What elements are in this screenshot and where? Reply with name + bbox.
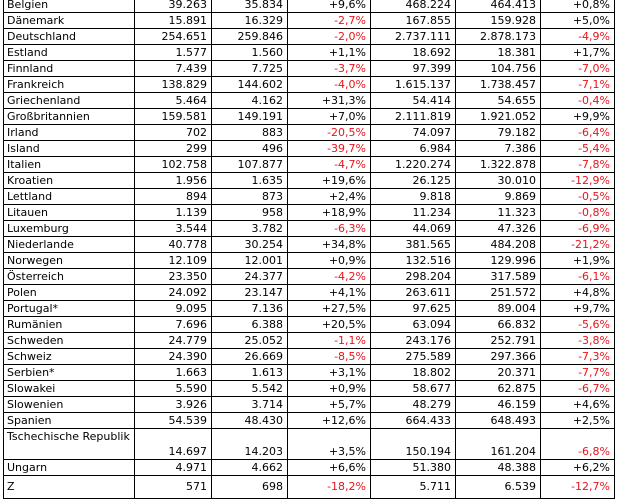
value-cell: 7.386	[456, 141, 541, 157]
value-cell: 1.220.274	[371, 157, 456, 173]
value-cell: 298.204	[371, 269, 456, 285]
value-cell: 150.194	[371, 429, 456, 460]
country-cell: Estland	[4, 45, 135, 61]
table-row	[4, 285, 615, 301]
country-cell: Rumänien	[4, 317, 135, 333]
percent-change-cell: +9,7%	[541, 301, 615, 317]
country-cell: Schweden	[4, 333, 135, 349]
country-cell: Österreich	[4, 269, 135, 285]
value-cell: 54.414	[371, 93, 456, 109]
value-cell: 24.779	[135, 333, 212, 349]
value-cell: 66.832	[456, 317, 541, 333]
percent-change-cell: -3,8%	[541, 333, 615, 349]
value-cell: 24.092	[135, 285, 212, 301]
value-cell: 3.926	[135, 397, 212, 413]
percent-change-cell: -4,7%	[288, 157, 371, 173]
percent-change-cell: +0,9%	[288, 253, 371, 269]
registration-table	[3, 0, 615, 499]
value-cell: 1.322.878	[456, 157, 541, 173]
value-cell: 4.162	[212, 93, 288, 109]
percent-change-cell: -12,9%	[541, 173, 615, 189]
country-cell: Niederlande	[4, 237, 135, 253]
percent-change-cell: +7,0%	[288, 109, 371, 125]
value-cell: 297.366	[456, 349, 541, 365]
value-cell: 5.542	[212, 381, 288, 397]
percent-change-cell: -18,2%	[288, 476, 371, 499]
percent-change-cell: +20,5%	[288, 317, 371, 333]
percent-change-cell: +2,5%	[541, 413, 615, 429]
country-cell: Belgien	[4, 0, 135, 13]
value-cell: 6.539	[456, 476, 541, 499]
country-cell: Slowakei	[4, 381, 135, 397]
value-cell: 243.176	[371, 333, 456, 349]
table-row	[4, 13, 615, 29]
percent-change-cell: -7,1%	[541, 77, 615, 93]
value-cell: 484.208	[456, 237, 541, 253]
percent-change-cell: -39,7%	[288, 141, 371, 157]
value-cell: 12.001	[212, 253, 288, 269]
table-row	[4, 61, 615, 77]
value-cell: 5.590	[135, 381, 212, 397]
value-cell: 1.139	[135, 205, 212, 221]
table-row	[4, 237, 615, 253]
percent-change-cell: -4,2%	[288, 269, 371, 285]
value-cell: 468.224	[371, 0, 456, 13]
percent-change-cell: -7,8%	[541, 157, 615, 173]
value-cell: 7.696	[135, 317, 212, 333]
value-cell: 35.834	[212, 0, 288, 13]
percent-change-cell: +3,1%	[288, 365, 371, 381]
percent-change-cell: -5,4%	[541, 141, 615, 157]
value-cell: 9.818	[371, 189, 456, 205]
value-cell: 1.613	[212, 365, 288, 381]
country-cell: Lettland	[4, 189, 135, 205]
value-cell: 48.388	[456, 460, 541, 476]
value-cell: 39.263	[135, 0, 212, 13]
table-row	[4, 397, 615, 413]
table-row	[4, 93, 615, 109]
value-cell: 20.371	[456, 365, 541, 381]
percent-change-cell: -7,0%	[541, 61, 615, 77]
value-cell: 62.875	[456, 381, 541, 397]
percent-change-cell: -6,1%	[541, 269, 615, 285]
country-cell: Deutschland	[4, 29, 135, 45]
table-row	[4, 365, 615, 381]
percent-change-cell: -0,4%	[541, 93, 615, 109]
percent-change-cell: -20,5%	[288, 125, 371, 141]
table-row	[4, 141, 615, 157]
table-row	[4, 45, 615, 61]
percent-change-cell: +4,1%	[288, 285, 371, 301]
value-cell: 1.663	[135, 365, 212, 381]
value-cell: 11.234	[371, 205, 456, 221]
value-cell: 132.516	[371, 253, 456, 269]
percent-change-cell: +1,9%	[541, 253, 615, 269]
value-cell: 54.655	[456, 93, 541, 109]
value-cell: 25.052	[212, 333, 288, 349]
percent-change-cell: +31,3%	[288, 93, 371, 109]
country-cell: Schweiz	[4, 349, 135, 365]
table-row	[4, 29, 615, 45]
value-cell: 317.589	[456, 269, 541, 285]
percent-change-cell: +12,6%	[288, 413, 371, 429]
value-cell: 159.928	[456, 13, 541, 29]
value-cell: 702	[135, 125, 212, 141]
value-cell: 3.782	[212, 221, 288, 237]
value-cell: 873	[212, 189, 288, 205]
percent-change-cell: -7,7%	[541, 365, 615, 381]
value-cell: 79.182	[456, 125, 541, 141]
percent-change-cell: -12,7%	[541, 476, 615, 499]
country-cell: Griechenland	[4, 93, 135, 109]
table-row	[4, 157, 615, 173]
value-cell: 30.254	[212, 237, 288, 253]
table-row	[4, 0, 615, 13]
percent-change-cell: +9,6%	[288, 0, 371, 13]
value-cell: 89.004	[456, 301, 541, 317]
percent-change-cell: +34,8%	[288, 237, 371, 253]
country-cell: Polen	[4, 285, 135, 301]
table-row	[4, 269, 615, 285]
value-cell: 102.758	[135, 157, 212, 173]
table-row	[4, 125, 615, 141]
value-cell: 24.390	[135, 349, 212, 365]
value-cell: 48.430	[212, 413, 288, 429]
value-cell: 3.714	[212, 397, 288, 413]
value-cell: 259.846	[212, 29, 288, 45]
percent-change-cell: -7,3%	[541, 349, 615, 365]
table-row	[4, 253, 615, 269]
value-cell: 894	[135, 189, 212, 205]
percent-change-cell: +0,9%	[288, 381, 371, 397]
percent-change-cell: +27,5%	[288, 301, 371, 317]
value-cell: 9.095	[135, 301, 212, 317]
percent-change-cell: -0,5%	[541, 189, 615, 205]
value-cell: 1.738.457	[456, 77, 541, 93]
percent-change-cell: -0,8%	[541, 205, 615, 221]
table-row	[4, 109, 615, 125]
value-cell: 138.829	[135, 77, 212, 93]
percent-change-cell: +9,9%	[541, 109, 615, 125]
table-row	[4, 333, 615, 349]
value-cell: 6.984	[371, 141, 456, 157]
percent-change-cell: +0,8%	[541, 0, 615, 13]
value-cell: 14.697	[135, 429, 212, 460]
table-row	[4, 429, 615, 460]
percent-change-cell: +5,0%	[541, 13, 615, 29]
value-cell: 167.855	[371, 13, 456, 29]
value-cell: 97.625	[371, 301, 456, 317]
value-cell: 97.399	[371, 61, 456, 77]
value-cell: 4.662	[212, 460, 288, 476]
percent-change-cell: -4,9%	[541, 29, 615, 45]
country-cell: Slowenien	[4, 397, 135, 413]
country-cell: Litauen	[4, 205, 135, 221]
country-cell: Ungarn	[4, 460, 135, 476]
percent-change-cell: +3,5%	[288, 429, 371, 460]
value-cell: 299	[135, 141, 212, 157]
table-row	[4, 301, 615, 317]
value-cell: 7.136	[212, 301, 288, 317]
percent-change-cell: -8,5%	[288, 349, 371, 365]
country-cell: Norwegen	[4, 253, 135, 269]
percent-change-cell: +18,9%	[288, 205, 371, 221]
percent-change-cell: -6,7%	[541, 381, 615, 397]
percent-change-cell: +6,6%	[288, 460, 371, 476]
value-cell: 54.539	[135, 413, 212, 429]
value-cell: 883	[212, 125, 288, 141]
value-cell: 1.560	[212, 45, 288, 61]
value-cell: 1.921.052	[456, 109, 541, 125]
percent-change-cell: +6,2%	[541, 460, 615, 476]
value-cell: 254.651	[135, 29, 212, 45]
percent-change-cell: +1,1%	[288, 45, 371, 61]
value-cell: 47.326	[456, 221, 541, 237]
value-cell: 648.493	[456, 413, 541, 429]
table-row	[4, 413, 615, 429]
country-cell: Island	[4, 141, 135, 157]
country-cell: Kroatien	[4, 173, 135, 189]
percent-change-cell: +4,6%	[541, 397, 615, 413]
value-cell: 6.388	[212, 317, 288, 333]
value-cell: 23.350	[135, 269, 212, 285]
value-cell: 263.611	[371, 285, 456, 301]
value-cell: 26.125	[371, 173, 456, 189]
percent-change-cell: -4,0%	[288, 77, 371, 93]
table-row	[4, 317, 615, 333]
country-cell: Italien	[4, 157, 135, 173]
value-cell: 24.377	[212, 269, 288, 285]
value-cell: 149.191	[212, 109, 288, 125]
table-row	[4, 476, 615, 499]
value-cell: 1.956	[135, 173, 212, 189]
value-cell: 2.878.173	[456, 29, 541, 45]
value-cell: 46.159	[456, 397, 541, 413]
value-cell: 7.725	[212, 61, 288, 77]
percent-change-cell: +2,4%	[288, 189, 371, 205]
percent-change-cell: -2,7%	[288, 13, 371, 29]
value-cell: 464.413	[456, 0, 541, 13]
country-cell: Irland	[4, 125, 135, 141]
country-cell: Finnland	[4, 61, 135, 77]
country-cell: Serbien*	[4, 365, 135, 381]
value-cell: 48.279	[371, 397, 456, 413]
value-cell: 23.147	[212, 285, 288, 301]
value-cell: 252.791	[456, 333, 541, 349]
value-cell: 1.577	[135, 45, 212, 61]
value-cell: 11.323	[456, 205, 541, 221]
table-row	[4, 221, 615, 237]
value-cell: 381.565	[371, 237, 456, 253]
percent-change-cell: -1,1%	[288, 333, 371, 349]
percent-change-cell: +1,7%	[541, 45, 615, 61]
table-row	[4, 460, 615, 476]
value-cell: 496	[212, 141, 288, 157]
percent-change-cell: -6,8%	[541, 429, 615, 460]
value-cell: 5.711	[371, 476, 456, 499]
value-cell: 958	[212, 205, 288, 221]
table-row	[4, 189, 615, 205]
value-cell: 26.669	[212, 349, 288, 365]
country-cell: Portugal*	[4, 301, 135, 317]
value-cell: 107.877	[212, 157, 288, 173]
percent-change-cell: -21,2%	[541, 237, 615, 253]
value-cell: 18.381	[456, 45, 541, 61]
value-cell: 1.615.137	[371, 77, 456, 93]
table-row	[4, 77, 615, 93]
value-cell: 7.439	[135, 61, 212, 77]
percent-change-cell: -2,0%	[288, 29, 371, 45]
value-cell: 63.094	[371, 317, 456, 333]
value-cell: 44.069	[371, 221, 456, 237]
percent-change-cell: +19,6%	[288, 173, 371, 189]
value-cell: 161.204	[456, 429, 541, 460]
value-cell: 5.464	[135, 93, 212, 109]
value-cell: 698	[212, 476, 288, 499]
value-cell: 571	[135, 476, 212, 499]
value-cell: 74.097	[371, 125, 456, 141]
table-row	[4, 205, 615, 221]
value-cell: 2.111.819	[371, 109, 456, 125]
table-row	[4, 173, 615, 189]
value-cell: 3.544	[135, 221, 212, 237]
value-cell: 18.802	[371, 365, 456, 381]
country-cell: Tschechische Republik	[4, 429, 135, 460]
percent-change-cell: -3,7%	[288, 61, 371, 77]
value-cell: 58.677	[371, 381, 456, 397]
value-cell: 664.433	[371, 413, 456, 429]
percent-change-cell: -6,9%	[541, 221, 615, 237]
country-cell: Frankreich	[4, 77, 135, 93]
percent-change-cell: -5,6%	[541, 317, 615, 333]
percent-change-cell: -6,3%	[288, 221, 371, 237]
value-cell: 144.602	[212, 77, 288, 93]
country-cell: Luxemburg	[4, 221, 135, 237]
percent-change-cell: +5,7%	[288, 397, 371, 413]
percent-change-cell: +4,8%	[541, 285, 615, 301]
value-cell: 14.203	[212, 429, 288, 460]
value-cell: 275.589	[371, 349, 456, 365]
percent-change-cell: -6,4%	[541, 125, 615, 141]
value-cell: 12.109	[135, 253, 212, 269]
table-row	[4, 381, 615, 397]
country-cell: Spanien	[4, 413, 135, 429]
value-cell: 9.869	[456, 189, 541, 205]
value-cell: 129.996	[456, 253, 541, 269]
value-cell: 30.010	[456, 173, 541, 189]
value-cell: 15.891	[135, 13, 212, 29]
value-cell: 4.971	[135, 460, 212, 476]
value-cell: 51.380	[371, 460, 456, 476]
value-cell: 159.581	[135, 109, 212, 125]
value-cell: 104.756	[456, 61, 541, 77]
value-cell: 2.737.111	[371, 29, 456, 45]
country-cell: Z	[4, 476, 135, 499]
value-cell: 1.635	[212, 173, 288, 189]
registration-table-wrapper	[3, 0, 615, 499]
country-cell: Dänemark	[4, 13, 135, 29]
value-cell: 16.329	[212, 13, 288, 29]
value-cell: 40.778	[135, 237, 212, 253]
table-body	[4, 0, 615, 499]
value-cell: 251.572	[456, 285, 541, 301]
value-cell: 18.692	[371, 45, 456, 61]
country-cell: Großbritannien	[4, 109, 135, 125]
table-row	[4, 349, 615, 365]
